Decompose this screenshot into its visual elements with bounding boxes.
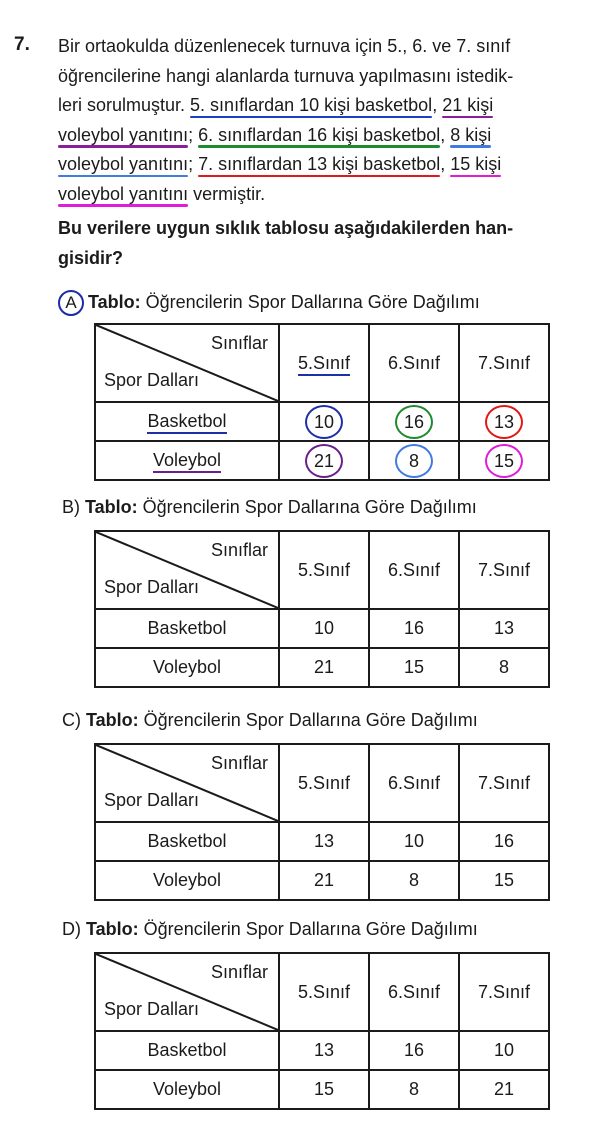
column-header: 6.Sınıf xyxy=(369,953,459,1031)
underlined-phrase: 21 kişi xyxy=(442,95,494,115)
column-header: 7.Sınıf xyxy=(459,744,549,822)
column-header: 5.Sınıf xyxy=(279,531,369,609)
table-cell: 21 xyxy=(279,648,369,687)
table-cell: 13 xyxy=(459,402,549,441)
question-number: 7. xyxy=(14,34,30,55)
table-cell: 10 xyxy=(279,609,369,648)
table-cell: 15 xyxy=(459,441,549,480)
stem-text: leri sorulmuştur. xyxy=(58,95,191,115)
stem-line xyxy=(58,32,578,62)
column-header: 6.Sınıf xyxy=(369,744,459,822)
option-b-title: B) Tablo: Öğrencilerin Spor Dallarına Göre Dağılımı xyxy=(62,497,477,517)
table-corner-header: Sınıflar Spor Dalları xyxy=(95,744,279,822)
table-corner-header: Sınıflar Spor Dalları xyxy=(95,531,279,609)
table-corner-header: Sınıflar Spor Dalları xyxy=(95,953,279,1031)
column-header: 6.Sınıf xyxy=(369,531,459,609)
column-header: 5.Sınıf xyxy=(279,953,369,1031)
option-a-title: A Tablo: Öğrencilerin Spor Dallarına Göre Dağılımı xyxy=(58,290,480,316)
option-c-title: C) Tablo: Öğrencilerin Spor Dallarına Göre Dağılımı xyxy=(62,710,478,730)
column-header: 7.Sınıf xyxy=(459,531,549,609)
table-cell: 8 xyxy=(459,648,549,687)
table-cell: 13 xyxy=(459,609,549,648)
selected-answer-marker: A xyxy=(58,290,84,316)
underlined-phrase: 8 kişi xyxy=(450,124,492,145)
stem-line: voleybol yanıtını; 7. sınıflardan 13 kişi basketbol, 15 kişi xyxy=(58,154,502,174)
option-b-table xyxy=(94,530,550,688)
question-stem xyxy=(58,32,578,209)
prompt-line: gisidir? xyxy=(58,247,124,268)
question-prompt xyxy=(58,214,578,273)
table-cell: 21 xyxy=(279,441,369,480)
table-corner-header: Sınıflar Spor Dalları xyxy=(95,324,279,402)
option-c-table xyxy=(94,743,550,901)
table-cell: 8 xyxy=(369,1070,459,1109)
table-cell: 10 xyxy=(459,1031,549,1070)
table-cell: 10 xyxy=(279,402,369,441)
column-header: 7.Sınıf xyxy=(459,324,549,402)
stem-line: voleybol yanıtını; 6. sınıflardan 16 kişi basketbol, 8 kişi xyxy=(58,124,492,145)
table-cell: 10 xyxy=(369,822,459,861)
table-cell: 8 xyxy=(369,441,459,480)
option-d-title: D) Tablo: Öğrencilerin Spor Dallarına Göre Dağılımı xyxy=(62,919,478,939)
table-cell: 15 xyxy=(279,1070,369,1109)
option-a-table xyxy=(94,323,550,481)
underlined-phrase: 15 kişi xyxy=(450,154,502,174)
column-header: 5.Sınıf xyxy=(279,744,369,822)
table-cell: 16 xyxy=(369,402,459,441)
row-header: Voleybol xyxy=(95,441,279,480)
table-cell: 16 xyxy=(459,822,549,861)
table-cell: 15 xyxy=(369,648,459,687)
stem-line: leri sorulmuştur. 5. sınıflardan 10 kişi basketbol, 21 kişi xyxy=(58,95,494,115)
stem-text: Bir ortaokulda düzenlenecek turnuva için 5., 6. ve 7. sınıf xyxy=(58,36,511,56)
table-cell: 15 xyxy=(459,861,549,900)
table-cell: 8 xyxy=(369,861,459,900)
underlined-phrase: 5. sınıflardan 10 kişi basketbol xyxy=(190,95,433,115)
row-header: Basketbol xyxy=(95,402,279,441)
underlined-phrase: voleybol yanıtını xyxy=(58,183,189,204)
row-header: Voleybol xyxy=(95,648,279,687)
underlined-phrase: voleybol yanıtını xyxy=(58,124,189,145)
stem-text: öğrencilerine hangi alanlarda turnuva yapılmasını istedik- xyxy=(58,65,514,86)
table-cell: 16 xyxy=(369,609,459,648)
row-header: Basketbol xyxy=(95,609,279,648)
row-header: Voleybol xyxy=(95,1070,279,1109)
stem-line xyxy=(58,62,578,92)
row-header: Basketbol xyxy=(95,1031,279,1070)
table-cell: 13 xyxy=(279,822,369,861)
underlined-phrase: 6. sınıflardan 16 kişi basketbol xyxy=(198,124,441,145)
row-header: Voleybol xyxy=(95,861,279,900)
stem-line: voleybol yanıtını vermiştir. xyxy=(58,183,266,204)
underlined-phrase: voleybol yanıtını xyxy=(58,154,189,174)
table-cell: 16 xyxy=(369,1031,459,1070)
column-header: 6.Sınıf xyxy=(369,324,459,402)
column-header: 7.Sınıf xyxy=(459,953,549,1031)
underlined-phrase: 7. sınıflardan 13 kişi basketbol xyxy=(198,154,441,174)
option-d-table xyxy=(94,952,550,1110)
prompt-line: Bu verilere uygun sıklık tablosu aşağıdakilerden han- xyxy=(58,218,514,238)
row-header: Basketbol xyxy=(95,822,279,861)
column-header: 5.Sınıf xyxy=(279,324,369,402)
table-cell: 21 xyxy=(279,861,369,900)
table-cell: 13 xyxy=(279,1031,369,1070)
table-cell: 21 xyxy=(459,1070,549,1109)
